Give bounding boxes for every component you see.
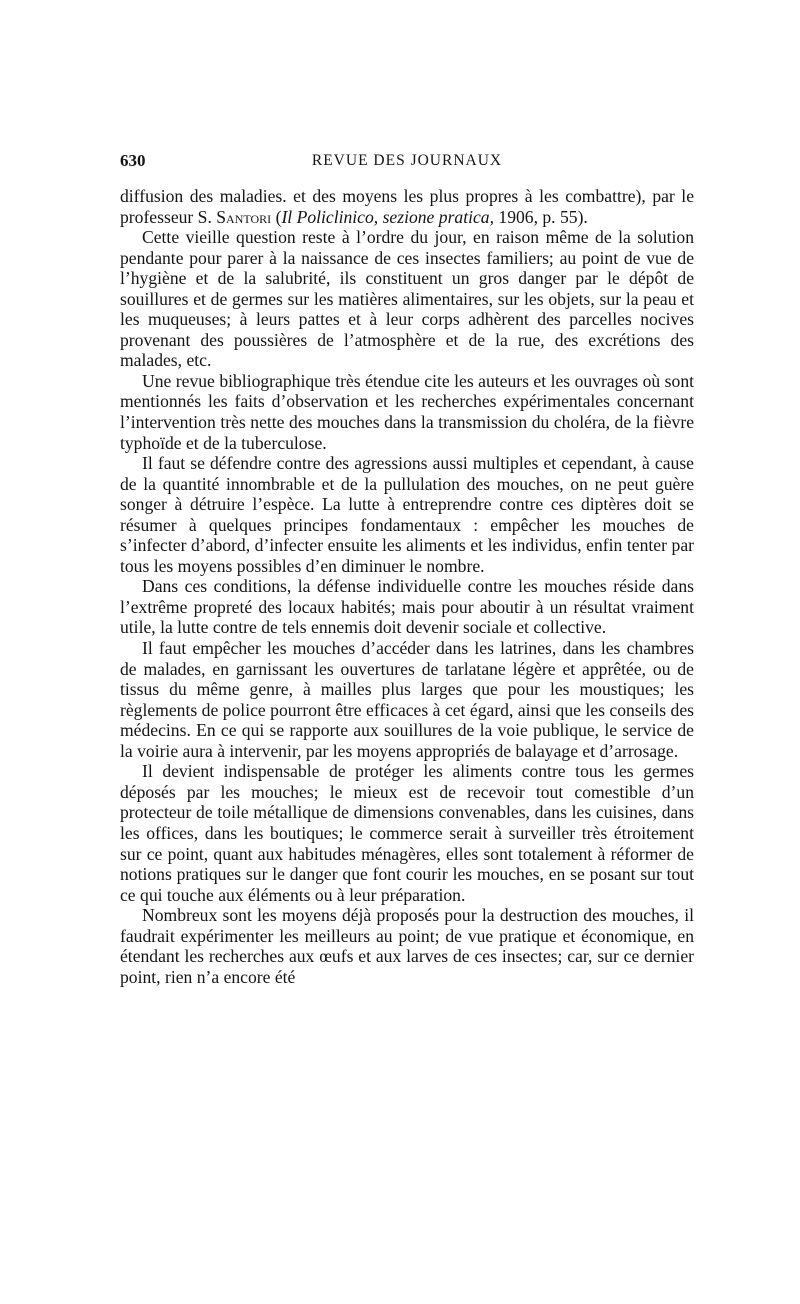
journal-page: [120, 148, 694, 987]
paragraph: Cette vieille question reste à l’ordre du jour, en raison même de la solution pendante pour parer à la naissance de ces insectes familiers; au point de vue de l’hygiène et de la salubrité, ils constituent un gros danger par le dépôt de souillures et de germes sur les matières alimentaires, sur les objets, sur la peau et les muqueuses; à leurs pattes et à leur corps adhèrent des parcelles nocives provenant des poussières de l’atmosphère et de la rue, des excrétions des malades, etc.: [120, 227, 694, 371]
journal-name: Il Policlinico, sezione pratica,: [281, 206, 494, 227]
running-head: [120, 148, 694, 174]
paragraph: Il devient indispensable de protéger les aliments contre tous les germes déposés par les mouches; le mieux est de recevoir tout comestible d’un protecteur de toile métallique de dimensions convenables, dans les cuisines, dans les offices, dans les boutiques; le commerce serait à surveiller très étroitement sur ce point, quant aux habitudes ménagères, elles sont totalement à réformer de notions pratiques sur le danger que font courir les mouches, en se posant sur tout ce qui touche aux éléments ou à leur préparation.: [120, 761, 694, 905]
citation-open: (: [271, 206, 282, 227]
article-title-reference: [120, 186, 694, 227]
author-name: Santori: [216, 206, 272, 227]
paragraph: Dans ces conditions, la défense individuelle contre les mouches réside dans l’extrême propreté des locaux habités; mais pour aboutir à un résultat vraiment utile, la lutte contre de tels ennemis doit devenir sociale et collective.: [120, 576, 694, 638]
article-body: [120, 186, 694, 987]
paragraph: Nombreux sont les moyens déjà proposés pour la destruction des mouches, il faudrait expérimenter les meilleurs au point; de vue pratique et économique, en étendant les recherches aux œufs et aux larves de ces insectes; car, sur ce dernier point, rien n’a encore été: [120, 905, 694, 987]
page-number: 630: [120, 151, 146, 170]
paragraph: Une revue bibliographique très étendue cite les auteurs et les ouvrages où sont mentionnés les faits d’observation et les recherches expérimentales concernant l’intervention très nette des mouches dans la transmission du choléra, de la fièvre typhoïde et de la tuberculose.: [120, 370, 694, 453]
citation-close: 1906, p. 55).: [494, 206, 588, 227]
journal-title: REVUE DES JOURNAUX: [311, 152, 503, 169]
paragraph: Il faut empêcher les mouches d’accéder dans les latrines, dans les chambres de malades, en garnissant les ouvertures de tarlatane légère et apprêtée, ou de tissus du même genre, à mailles plus larges que pour les moustiques; les règlements de police pourront être efficaces à cet égard, ainsi que les conseils des médecins. En ce qui se rapporte aux souillures de la voie publique, le service de la voirie aura à intervenir, par les moyens appropriés de balayage et d’arrosage.: [120, 638, 694, 761]
paragraph: Il faut se défendre contre des agressions aussi multiples et cependant, à cause de la quantité innombrable et de la pullulation des mouches, on ne peut guère songer à détruire l’espèce. La lutte à entreprendre contre ces diptères doit se résumer à quelques principes fondamentaux : empêcher les mouches de s’infecter d’abord, d’infecter ensuite les aliments et les individus, enfin tenter par tous les moyens possibles d’en diminuer le nombre.: [120, 453, 694, 576]
intro-text: diffusion des maladies. et des moyens les plus propres à les combattre), par le professeur S.: [120, 186, 694, 227]
